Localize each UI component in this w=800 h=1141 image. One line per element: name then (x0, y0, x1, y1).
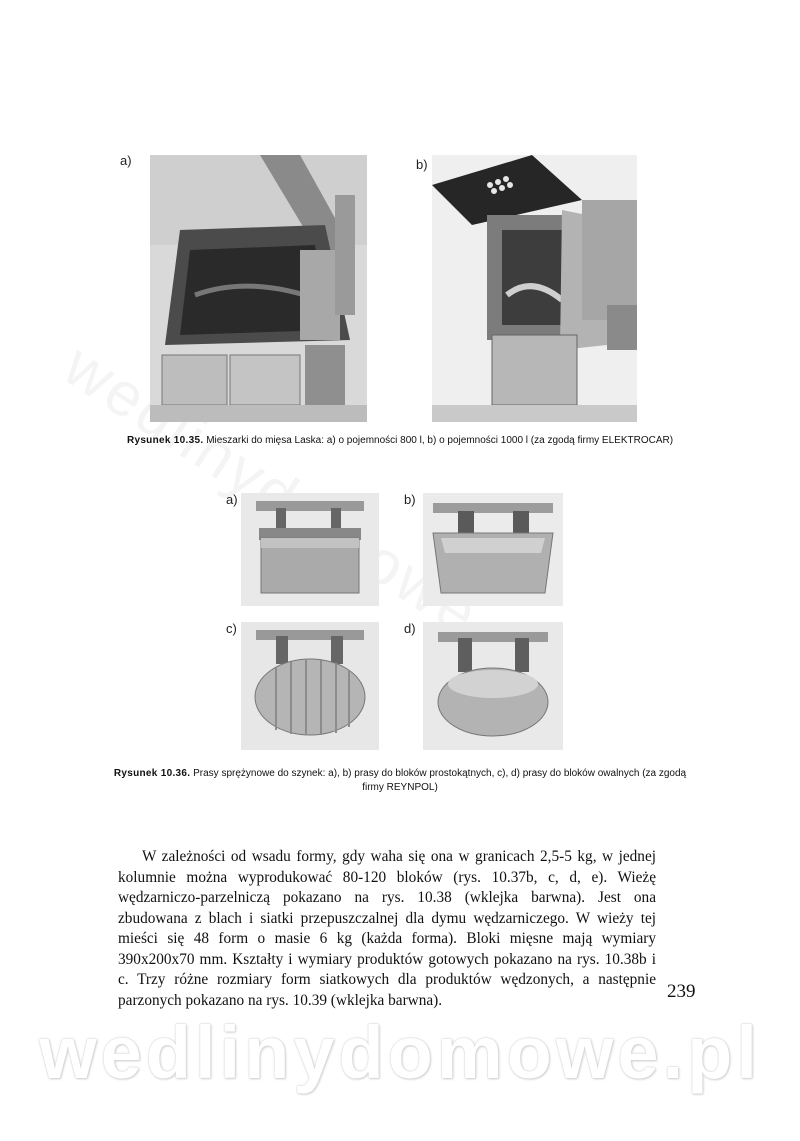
figure-1-caption-label: Rysunek 10.35. (126, 435, 204, 446)
figure-2-caption (110, 767, 690, 795)
figure-2-label-b: b) (404, 492, 416, 507)
figure-1-label-b: b) (416, 157, 428, 172)
figure-2-caption-label: Rysunek 10.36. (113, 768, 191, 779)
press-rectangular-b-photo (423, 493, 563, 606)
press-oval-c-photo (241, 622, 379, 750)
figure-2-label-d: d) (404, 621, 416, 636)
figure-2-label-c: c) (226, 621, 237, 636)
body-paragraph: W zależności od wsadu formy, gdy waha się ona w granicach 2,5-5 kg, w jednej kolumnie można wyprodukować 80-120 bloków (rys. 10.37b, c, d, e). Wieżę wędzarniczo-parzelniczą pokazano na rys. 10.38 (wklejka barwna). Jest ona zbudowana z blach i siatki przepuszczalnej dla dymu wędzarniczego. W wieży tej mieści się 48 form o masie 6 kg (każda forma). Bloki mięsne mają wymiary 390x200x70 mm. Kształty i wymiary produktów gotowych pokazano na rys. 10.38b i c. Trzy różne rozmiary form siatkowych dla produktów wędzonych, a następnie parzonych pokazano na rys. 10.39 (wklejka barwna). (118, 848, 656, 1009)
press-oval-d-photo (423, 622, 563, 750)
press-rectangular-a-photo (241, 493, 379, 606)
figure-2-caption-text: Prasy sprężynowe do szynek: a), b) prasy do bloków prostokątnych, c), d) prasy do bloków owalnych (za zgodą firmy REYNPOL) (193, 768, 687, 793)
figure-1-caption (110, 434, 690, 448)
site-watermark: wedlinydomowe.pl (39, 1011, 761, 1094)
mixer-800l-photo (150, 155, 367, 422)
mixer-1000l-photo (432, 155, 637, 422)
page-number: 239 (667, 981, 696, 1002)
figure-1-label-a: a) (120, 153, 132, 168)
body-paragraph-container (118, 847, 656, 1011)
figure-1-caption-text: Mieszarki do mięsa Laska: a) o pojemności 800 l, b) o pojemności 1000 l (za zgodą firmy ELEKTROCAR) (206, 435, 674, 446)
figure-2-label-a: a) (226, 492, 238, 507)
